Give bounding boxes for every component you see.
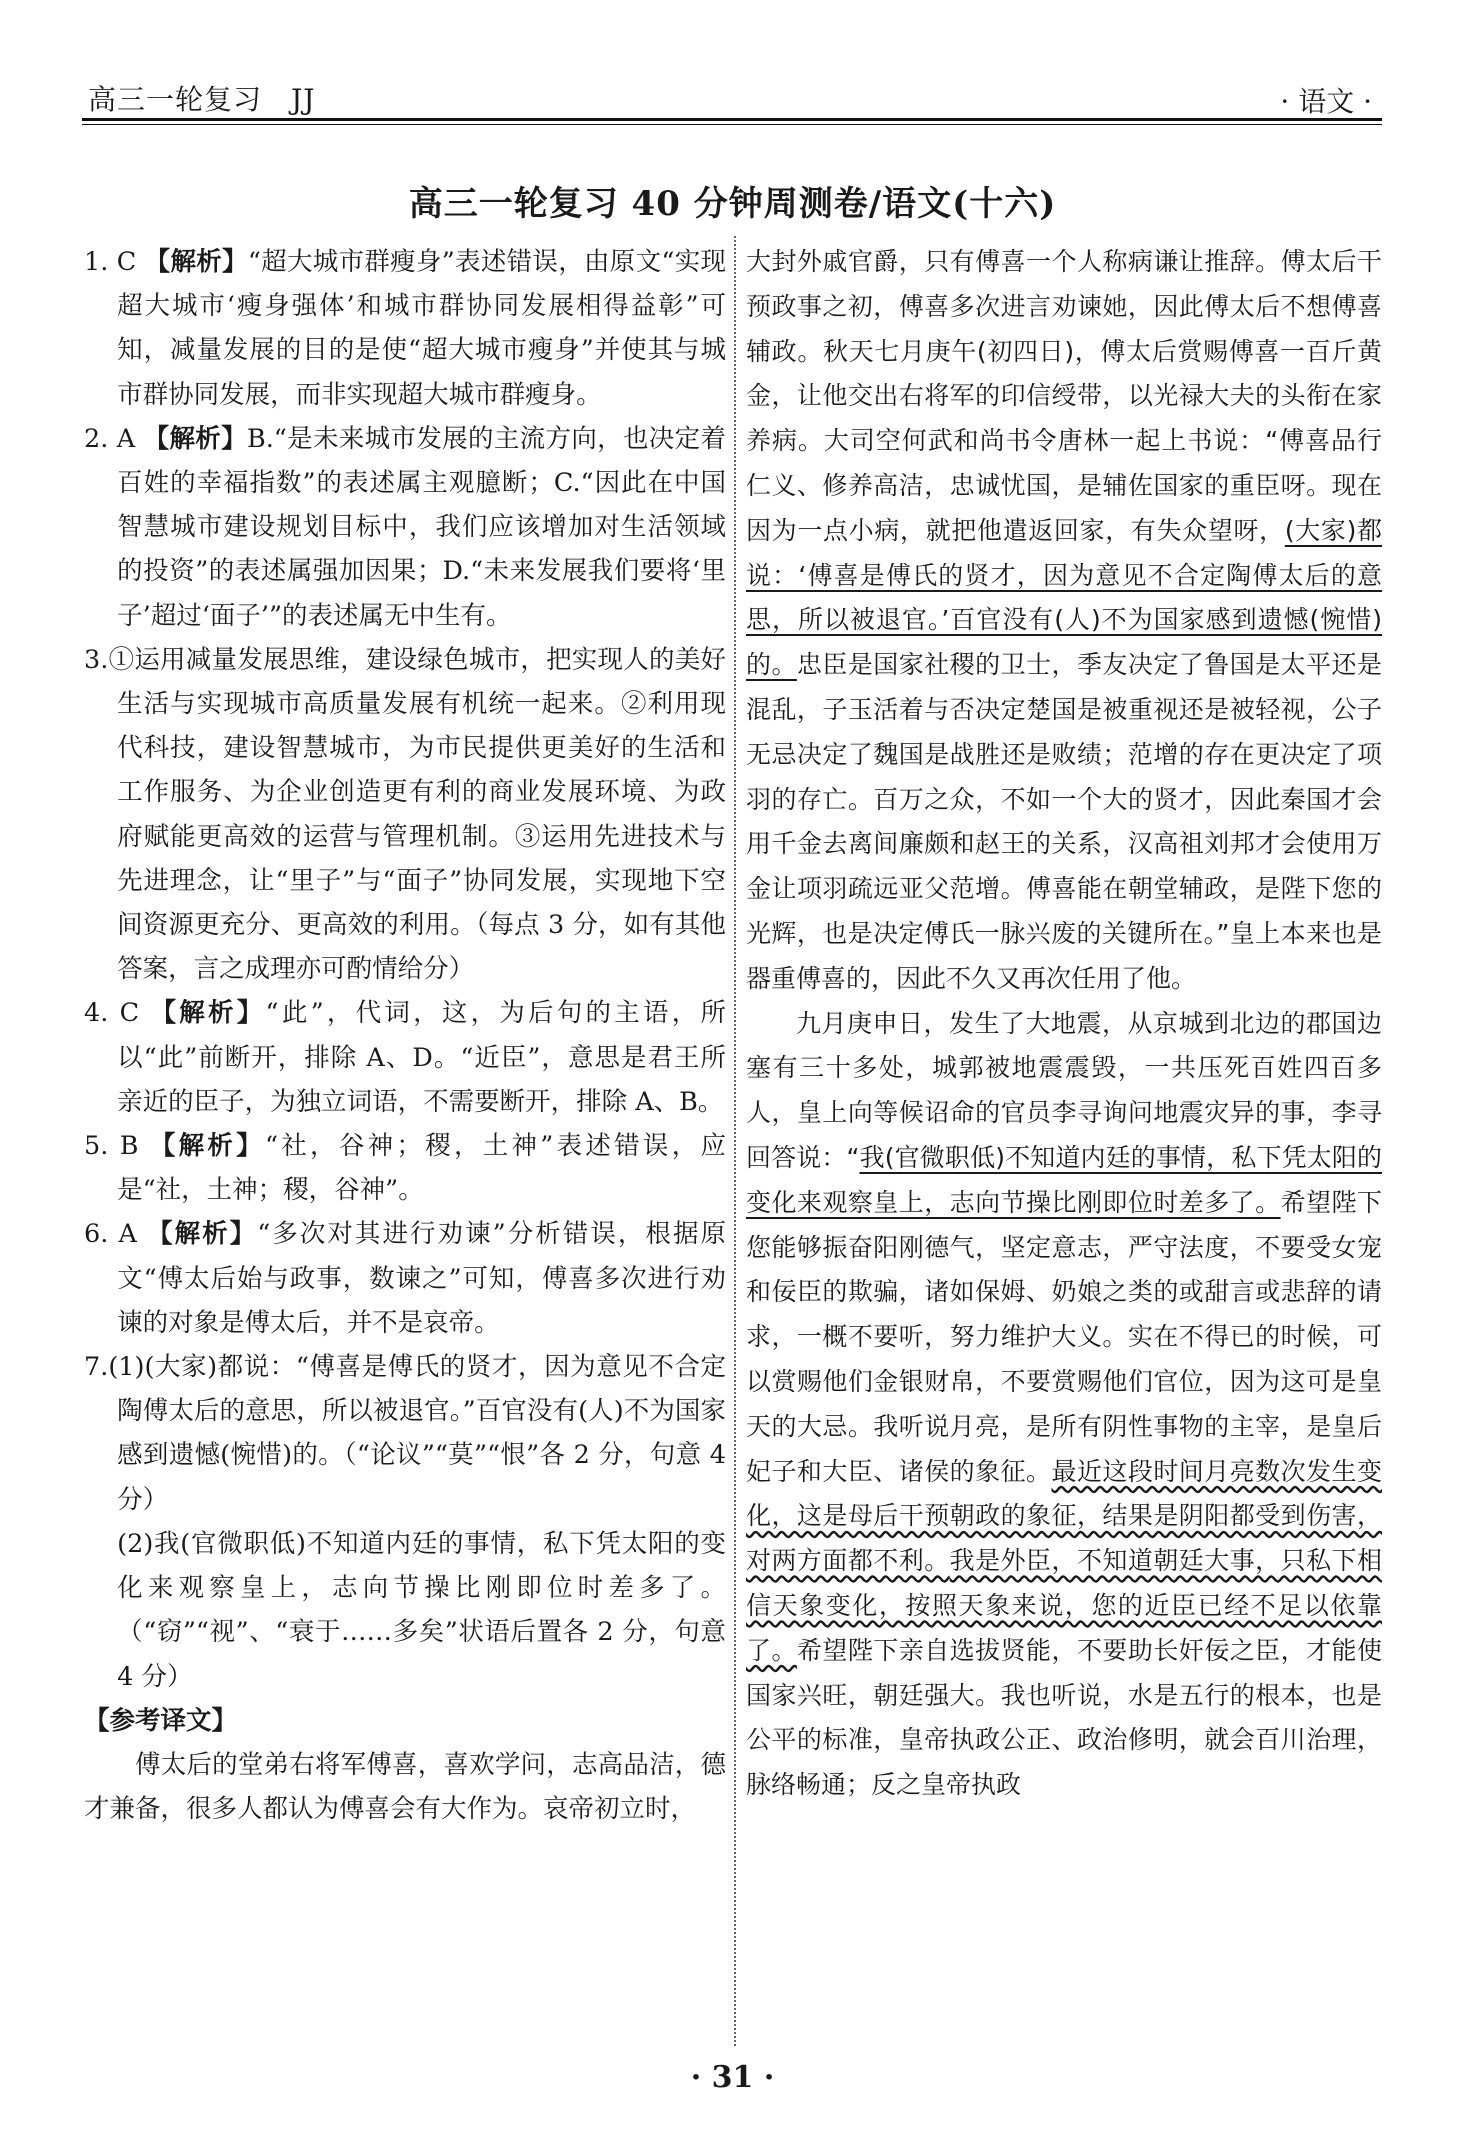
- header-rule-thin: [82, 124, 1382, 125]
- analysis-tag: 【解析】: [144, 247, 248, 277]
- translation-text: 希望陛下亲自选拔贤能，不要助长奸佞之臣，才能使国家兴旺，朝廷强大。我也听说，水是五行的根本，也是公平的标准，皇帝执政公正、政治修明，就会百川治理，脉络畅通；反之皇帝执政: [746, 1635, 1382, 1800]
- analysis-tag: 【解析】: [147, 1219, 258, 1250]
- page-number: · 31 ·: [690, 2060, 775, 2095]
- translation-text: 九月庚申日，发生了大地震，从京城到北边的郡国边塞有三十多处，城郭被地震震毁，一共压死百姓四百多人，皇上向等候诏命的官员李寻询问地震灾异的事，李寻回答说：“: [746, 1008, 1382, 1172]
- answer-4: [84, 991, 726, 1124]
- translation-text: 忠臣是国家社稷的卫士，季友决定了鲁国是太平还是混乱，子玉活着与否决定楚国是被重视还是被轻视，公子无忌决定了魏国是战胜还是败绩；范增的存在更决定了项羽的存亡。百万之众，不如一个大的贤才，因此秦国才会用千金去离间廉颇和赵王的关系，汉高祖刘邦才会使用万金让项羽疏远亚父范增。傅喜能在朝堂辅政，是陛下您的光辉，也是决定傅氏一脉兴废的关键所在。”皇上本来也是器重傅喜的，因此不久又再次任用了他。: [746, 650, 1382, 993]
- translation-paragraph-1: [746, 240, 1382, 1002]
- translation-text: 希望陛下您能够振奋阳刚德气，坚定意志，严守法度，不要受女宠和佞臣的欺骗，诸如保姆、奶娘之类的或甜言或悲辞的请求，一概不要听，努力维护大义。实在不得已的时候，可以赏赐他们金银财帛，不要赏赐他们官位，因为这可是皇天的大忌。我听说月亮，是所有阴性事物的主宰，是皇后妃子和大臣、诸侯的象征。: [746, 1187, 1382, 1486]
- translation-paragraph-start: 傅太后的堂弟右将军傅喜，喜欢学问，志高品洁，德才兼备，很多人都认为傅喜会有大作为。哀帝初立时，: [84, 1749, 726, 1825]
- translation-column: [746, 240, 1382, 1808]
- answer-text: “社，谷神；稷，土神”表述错误，应是“社，土神；稷，谷神”。: [117, 1131, 726, 1206]
- answer-7-part2: (2)我(官微职低)不知道内廷的事情，私下凭太阳的变化来观察皇上，志向节操比刚即位时差多了。（“窃”“视”、“衰于……多矣”状语后置各 2 分，句意 4 分）: [117, 1528, 726, 1692]
- wavy-underlined-sentence-1: 最近这段时间月亮数次发生变化，这是母后干预朝政的象征，结果是阴阳都受到伤害，对两方面都不利。: [746, 1456, 1382, 1576]
- translation-text: 大封外戚官爵，只有傅喜一个人称病谦让推辞。傅太后干预政事之初，傅喜多次进言劝谏她，因此傅太后不想傅喜辅政。秋天七月庚午(初四日)，傅太后赏赐傅喜一百斤黄金，让他交出右将军的印信绶带，以光禄大夫的头衔在家养病。大司空何武和尚书令唐林一起上书说：“傅喜品行仁义、修养高洁，忠诚忧国，是辅佐国家的重臣呀。现在因为一点小病，就把他遣返回家，有失众望呀，: [746, 247, 1382, 545]
- answer-number: 2. A: [84, 423, 136, 454]
- answer-6: [84, 1212, 726, 1345]
- wavy-underlined-sentence-2: 我是外臣，不知道朝廷大事，只私下相信天象变化，按照天象来说，您的近臣已经不足以依靠了。: [746, 1546, 1382, 1665]
- answer-text: “多次对其进行劝谏”分析错误，根据原文“傅太后始与政事，数谏之”可知，傅喜多次进行劝谏的对象是傅太后，并不是哀帝。: [117, 1219, 727, 1338]
- analysis-tag: 【解析】: [149, 1131, 265, 1162]
- header-series-label: 高三一轮复习 JJ: [88, 83, 316, 116]
- translation-paragraph-2: [746, 1002, 1382, 1808]
- answer-column: [84, 240, 726, 1831]
- answer-number: 5. B: [84, 1131, 139, 1162]
- answer-text-part1: (1)(大家)都说：“傅喜是傅氏的贤才，因为意见不合定陶傅太后的意思，所以被退官。”百官没有(人)不为国家感到遗憾(惋惜)的。（“论议”“莫”“恨”各 2 分，句意 4 分）: [108, 1352, 726, 1515]
- answer-text: “此”，代词，这，为后句的主语，所以“此”前断开，排除 A、D。“近臣”，意思是君王所亲近的臣子，为独立词语，不需要断开，排除 A、B。: [117, 998, 727, 1117]
- underlined-sentence-1: (大家)都说：‘傅喜是傅氏的贤才，因为意见不合定陶傅太后的意思，所以被退官。’百官没有(人)不为国家感到遗憾(惋惜)的。: [746, 515, 1382, 680]
- column-divider: [734, 236, 736, 2046]
- answer-7: [84, 1345, 726, 1522]
- analysis-tag: 【解析】: [150, 998, 266, 1029]
- answer-text: “超大城市群瘦身”表述错误，由原文“实现超大城市‘瘦身强体’和城市群协同发展相得益彰”可知，减量发展的目的是使“超大城市瘦身”并使其与城市群协同发展，而非实现超大城市群瘦身。: [117, 247, 726, 410]
- analysis-tag: 【解析】: [143, 423, 247, 454]
- answer-2: [84, 417, 726, 638]
- answer-number: 7.: [84, 1352, 109, 1383]
- answer-text: ①运用减量发展思维，建设绿色城市，把实现人的美好生活与实现城市高质量发展有机统一起来。②利用现代科技，建设智慧城市，为市民提供更美好的生活和工作服务、为企业创造更有利的商业发展环境、为政府赋能更高效的运营与管理机制。③运用先进技术与先进理念，让“里子”与“面子”协同发展，实现地下空间资源更充分、更高效的利用。（每点 3 分，如有其他答案，言之成理亦可酌情给分）: [108, 644, 726, 985]
- header-subject-label: · 语文 ·: [1280, 85, 1372, 118]
- answer-3: [84, 638, 726, 992]
- translation-heading: 【参考译文】: [84, 1705, 238, 1736]
- answer-number: 6. A: [84, 1219, 137, 1250]
- answer-text: B.“是未来城市发展的主流方向，也决定着百姓的幸福指数”的表述属主观臆断；C.“因此在中国智慧城市建设规划目标中，我们应该增加对生活领域的投资”的表述属强加因果；D.“未来发展我们要将‘里子’超过‘面子’”的表述属无中生有。: [117, 423, 726, 631]
- header-rule-thick: [82, 118, 1382, 121]
- answer-number: 4. C: [84, 998, 140, 1029]
- answer-number: 1. C: [84, 247, 137, 277]
- underlined-sentence-2: 我(官微职低)不知道内廷的事情，私下凭太阳的变化来观察皇上，志向节操比刚即位时差多了。: [746, 1142, 1382, 1217]
- answer-1: [84, 240, 726, 417]
- answer-5: [84, 1124, 726, 1212]
- page-header: [82, 72, 1382, 122]
- page-title: 高三一轮复习 40 分钟周测卷/语文(十六): [408, 184, 1057, 224]
- answer-number: 3.: [84, 644, 109, 675]
